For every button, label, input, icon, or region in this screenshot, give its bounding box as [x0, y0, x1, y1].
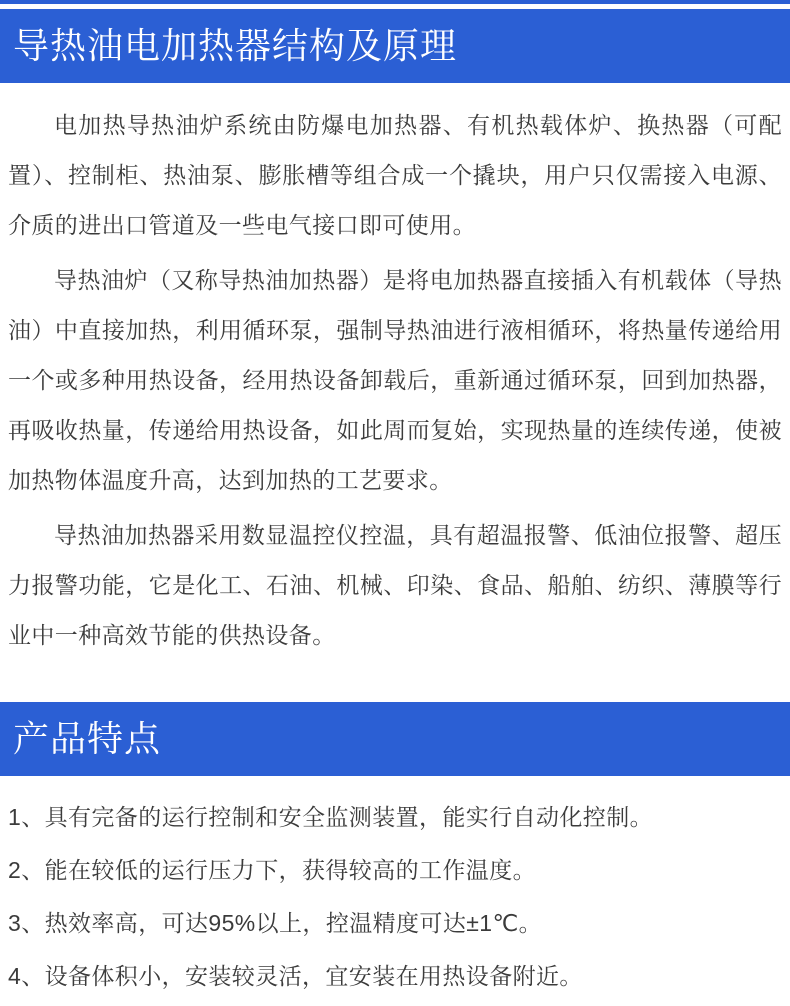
banner-product-features	[0, 702, 790, 776]
top-divider-strip	[0, 0, 790, 4]
feature-item-1: 1、具有完备的运行控制和安全监测装置，能实行自动化控制。	[8, 804, 653, 830]
section-title-structure-principle: 导热油电加热器结构及原理	[13, 25, 458, 66]
structure-description	[0, 83, 790, 660]
paragraph-working-principle: 导热油炉（又称导热油加热器）是将电加热器直接插入有机载体（导热油）中直接加热，利用循环泵，强制导热油进行液相循环，将热量传递给用一个或多种用热设备，经用热设备卸载后，重新通过循环泵，回到加热器，再吸收热量，传递给用热设备，如此周而复始，实现热量的连续传递，使被加热物体温度升高，达到加热的工艺要求。	[8, 267, 782, 493]
banner-structure-principle	[0, 9, 790, 83]
paragraph-control-and-applications: 导热油加热器采用数显温控仪控温，具有超温报警、低油位报警、超压力报警功能，它是化工、石油、机械、印染、食品、船舶、纺织、薄膜等行业中一种高效节能的供热设备。	[8, 522, 782, 648]
section-product-features	[0, 702, 790, 1003]
feature-item-4: 4、设备体积小，安装较灵活，宜安装在用热设备附近。	[8, 963, 583, 989]
section-title-product-features: 产品特点	[13, 718, 162, 759]
feature-list	[0, 776, 790, 1003]
section-structure-principle	[0, 9, 790, 660]
feature-item-3: 3、热效率高，可达95%以上，控温精度可达±1℃。	[8, 910, 543, 936]
feature-item-2: 2、能在较低的运行压力下，获得较高的工作温度。	[8, 857, 536, 883]
paragraph-system-composition: 电加热导热油炉系统由防爆电加热器、有机热载体炉、换热器（可配置）、控制柜、热油泵、膨胀槽等组合成一个撬块，用户只仅需接入电源、介质的进出口管道及一些电气接口即可使用。	[8, 112, 782, 238]
